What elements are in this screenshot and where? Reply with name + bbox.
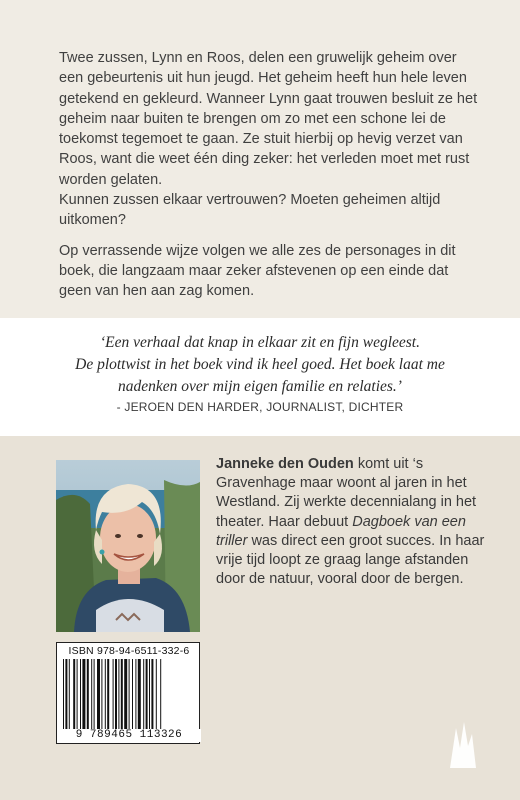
author-photo — [56, 460, 200, 632]
quote-line-1: ‘Een verhaal dat knap in elkaar zit en fijn wegleest. — [100, 334, 420, 351]
barcode-bar — [132, 659, 133, 731]
barcode-bar — [118, 659, 119, 731]
author-portrait-image — [56, 460, 200, 632]
quote-line-2: De plottwist in het boek vind ik heel goed. Het boek laat me — [75, 356, 445, 373]
barcode-bar — [87, 659, 89, 731]
review-quote-section — [0, 318, 520, 436]
review-quote — [20, 332, 500, 398]
barcode-bar — [138, 659, 141, 731]
barcode-bar — [129, 659, 130, 731]
barcode-digits: 9 789465 113326 — [57, 729, 201, 742]
blurb-questions: Kunnen zussen elkaar vertrouwen? Moeten geheimen altijd uitkomen? — [59, 192, 441, 229]
barcode-bar — [91, 659, 92, 731]
barcode-bar — [124, 659, 127, 731]
barcode-bar — [151, 659, 153, 731]
blurb-text — [59, 48, 479, 302]
barcode-bar — [135, 659, 136, 731]
blurb-section — [0, 0, 520, 318]
debut-book-title: Dagboek van een triller — [216, 513, 466, 549]
barcode-bar — [113, 659, 114, 731]
barcode-bar — [160, 659, 161, 731]
bio-text-part-2: was direct een groot succes. In haar vrije tijd loopt ze graag lange afstanden door de natuur, vooral door de bergen. — [216, 532, 485, 588]
barcode-bars — [63, 659, 195, 731]
barcode-bar — [73, 659, 75, 731]
author-bio — [216, 455, 491, 589]
barcode-bar — [105, 659, 106, 731]
bio-text-part-1: komt uit ‘s Gravenhage maar woont al jaren in het Westland. Zij werkte decennialang in het theater. Haar debuut — [216, 456, 477, 530]
author-name: Janneke den Ouden — [216, 456, 354, 472]
quote-author: - JEROEN DEN HARDER, JOURNALIST, DICHTER — [116, 400, 404, 414]
isbn-label: ISBN 978-94-6511-332-6 — [68, 645, 190, 657]
barcode-bar — [115, 659, 117, 731]
barcode-bar — [101, 659, 102, 731]
barcode-bar — [143, 659, 144, 731]
barcode-bar — [63, 659, 64, 731]
barcode-bar — [94, 659, 95, 731]
barcode-bar — [156, 659, 157, 731]
blurb-paragraph-2: Op verrassende wijze volgen we alle zes de personages in dit boek, die langzaam maar zeker afstevenen op een einde dat geen van hen aan zag komen. — [59, 242, 456, 300]
barcode-bar — [107, 659, 109, 731]
barcode-bar — [149, 659, 150, 731]
barcode-bar — [77, 659, 78, 731]
blurb-paragraph-1: Twee zussen, Lynn en Roos, delen een gruwelijk geheim over een gebeurtenis uit hun jeugd. Het geheim heeft hun hele leven getekend en gekleurd. Wanneer Lynn gaat trouwen besluit ze het geheim naar buiten te brengen om zo met een schone lei de toekomst tegemoet te gaan. Ze stuit hierbij op hevig verzet van Roos, want die weet één ding zeker: het verleden moet met rust worden gelaten. — [59, 50, 478, 188]
quote-line-3: nadenken over mijn eigen familie en relaties.’ — [118, 378, 402, 395]
barcode-bar — [80, 659, 81, 731]
barcode-bar — [82, 659, 85, 731]
barcode-bar — [65, 659, 67, 731]
barcode-bar — [146, 659, 148, 731]
barcode-bar — [97, 659, 100, 731]
barcode-bar — [69, 659, 70, 731]
barcode-bar — [121, 659, 123, 731]
isbn-barcode — [56, 642, 200, 744]
publisher-logo-icon — [446, 718, 480, 770]
